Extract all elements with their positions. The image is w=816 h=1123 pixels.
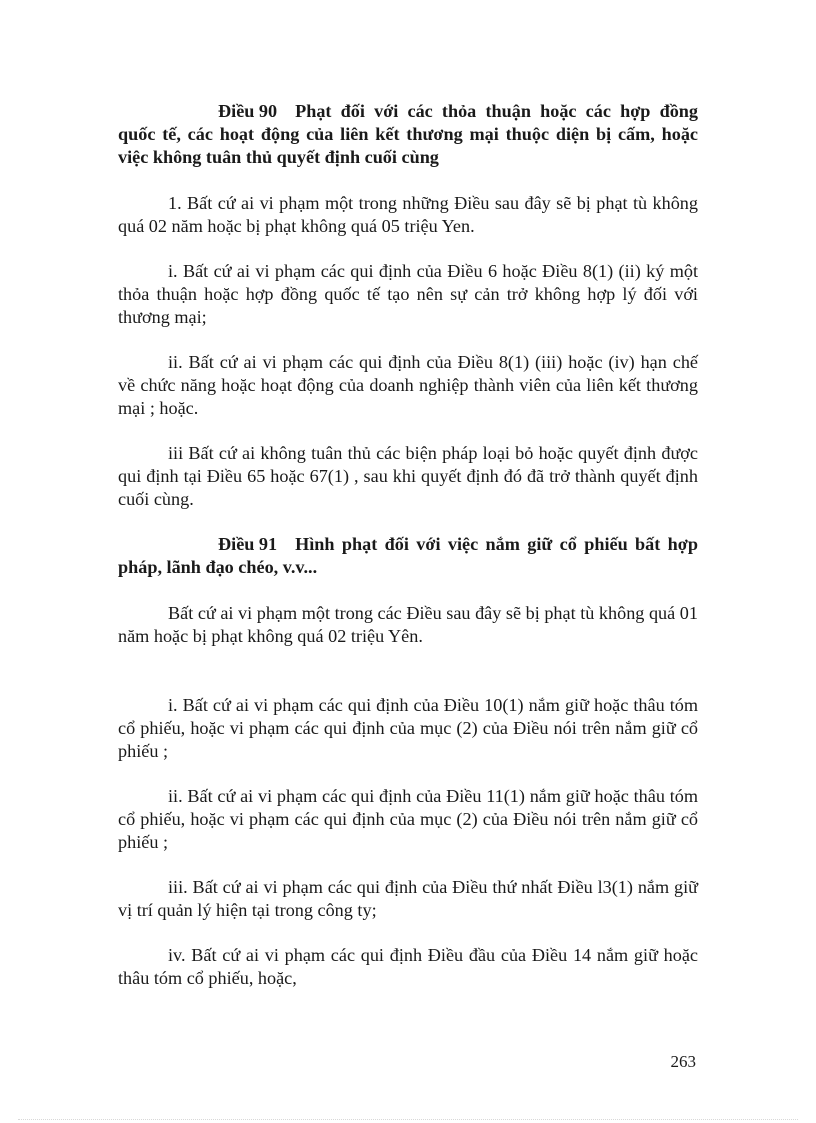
footer-divider (18, 1119, 798, 1120)
article-91-item-iii: iii. Bất cứ ai vi phạm các qui định của Điều thứ nhất Điều l3(1) nắm giữ vị trí quản lý hiện tại trong công ty; (118, 877, 698, 920)
article-90-item-iii: iii Bất cứ ai không tuân thủ các biện pháp loại bỏ hoặc quyết định được qui định tại Điều 65 hoặc 67(1) , sau khi quyết định đó đã trở thành quyết định cuối cùng. (118, 443, 698, 509)
article-90-heading (118, 100, 698, 169)
article-90-paragraph-1: 1. Bất cứ ai vi phạm một trong những Điều sau đây sẽ bị phạt tù không quá 02 năm hoặc bị phạt không quá 05 triệu Yen. (118, 193, 698, 236)
article-91-intro: Bất cứ ai vi phạm một trong các Điều sau đây sẽ bị phạt tù không quá 01 năm hoặc bị phạt không quá 02 triệu Yên. (118, 603, 698, 646)
page-number: 263 (670, 1052, 696, 1071)
article-90-item-ii: ii. Bất cứ ai vi phạm các qui định của Điều 8(1) (iii) hoặc (iv) hạn chế về chức năng hoặc hoạt động của doanh nghiệp thành viên của liên kết thương mại ; hoặc. (118, 352, 698, 418)
article-91-heading (118, 533, 698, 579)
article-90-title: Phạt đối với các thỏa thuận hoặc các hợp đồng quốc tế, các hoạt động của liên kết thương mại thuộc diện bị cấm, hoặc việc không tuân thủ quyết định cuối cùng (118, 101, 698, 167)
article-90-item-i: i. Bất cứ ai vi phạm các qui định của Điều 6 hoặc Điều 8(1) (ii) ký một thỏa thuận hoặc hợp đồng quốc tế tạo nên sự cản trở không hợp lý đối với thương mại; (118, 261, 698, 327)
article-91-title: Hình phạt đối với việc nắm giữ cổ phiếu bất hợp pháp, lãnh đạo chéo, v.v... (118, 534, 698, 577)
article-91-item-iv: iv. Bất cứ ai vi phạm các qui định Điều đầu của Điều 14 nắm giữ hoặc thâu tóm cổ phiếu, hoặc, (118, 945, 698, 988)
article-91-item-ii: ii. Bất cứ ai vi phạm các qui định của Điều 11(1) nắm giữ hoặc thâu tóm cổ phiếu, hoặc vi phạm các qui định của mục (2) của Điều nói trên nắm giữ cổ phiếu ; (118, 786, 698, 852)
article-91-item-i: i. Bất cứ ai vi phạm các qui định của Điều 10(1) nắm giữ hoặc thâu tóm cổ phiếu, hoặc vi phạm các qui định của mục (2) của Điều nói trên nắm giữ cổ phiếu ; (118, 695, 698, 761)
document-page (118, 100, 698, 990)
article-91-number: Điều 91 (218, 534, 278, 554)
article-90-number: Điều 90 (218, 101, 278, 121)
